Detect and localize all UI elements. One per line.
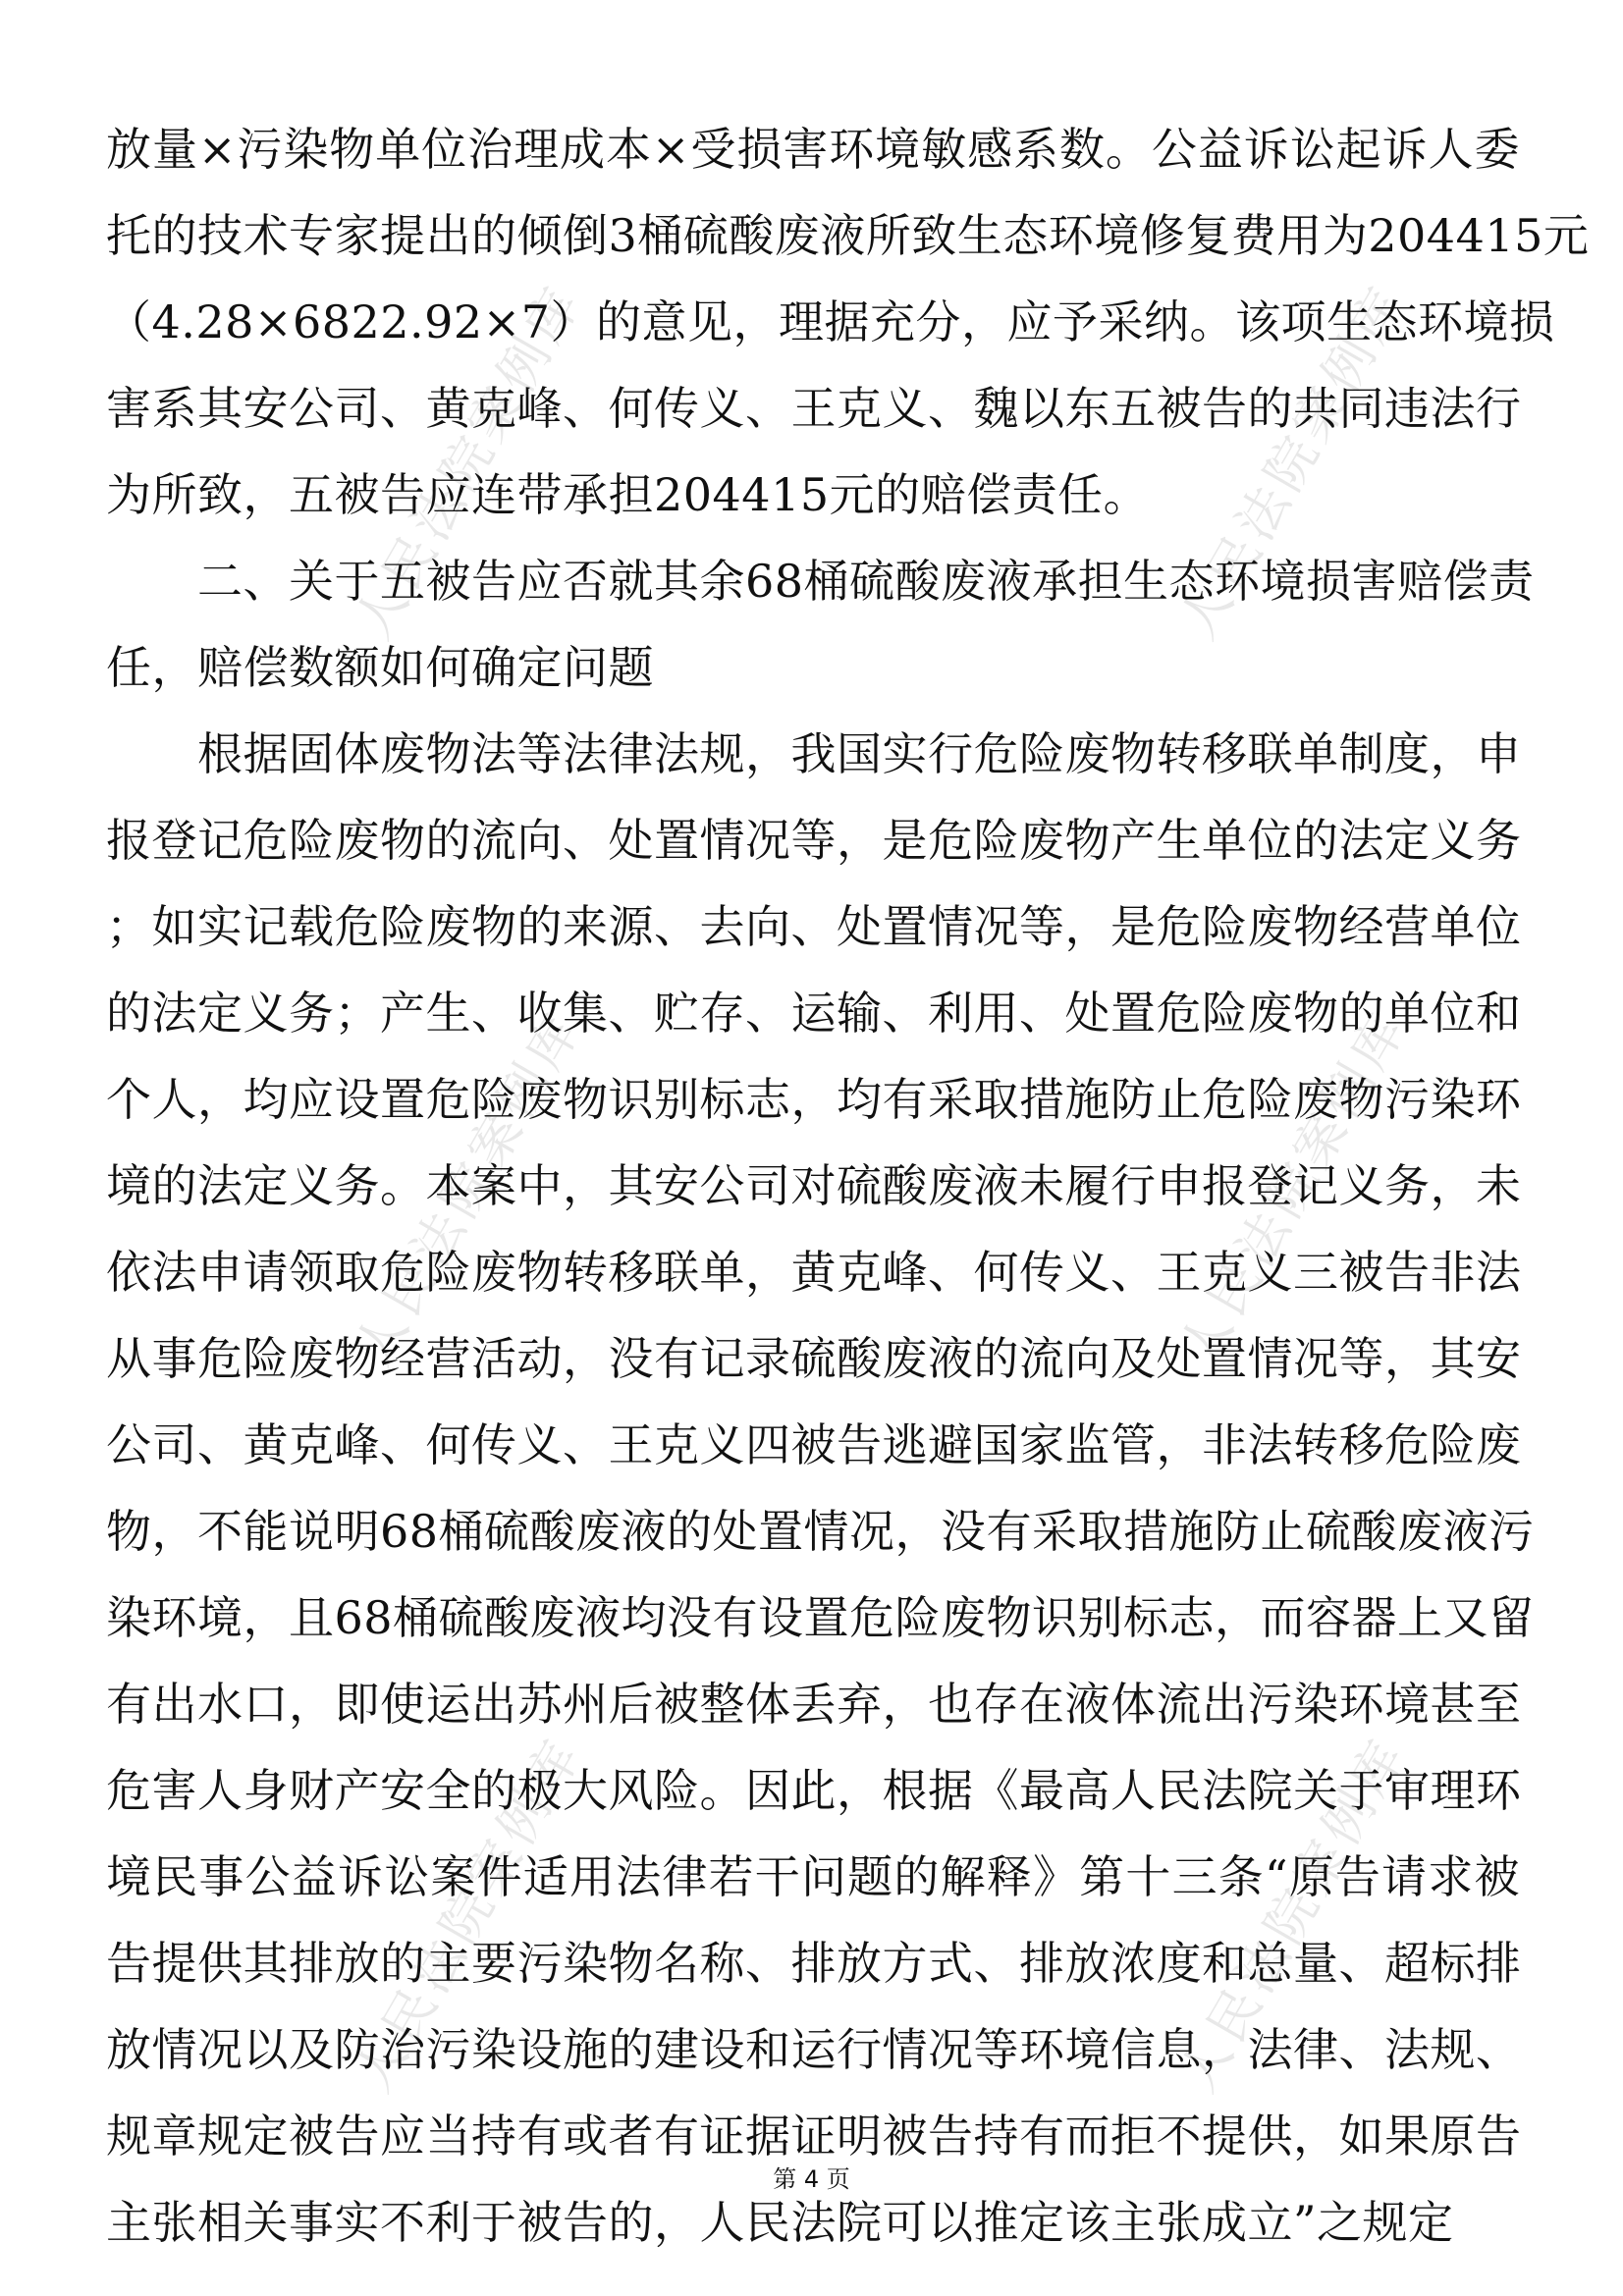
page-number: 第 4 页 xyxy=(773,2165,850,2193)
text-line: 依法申请领取危险废物转移联单，黄克峰、何传义、王克义三被告非法 xyxy=(106,1246,1522,1299)
text-line: 从事危险废物经营活动，没有记录硫酸废液的流向及处置情况等，其安 xyxy=(106,1332,1522,1385)
text-line: 主张相关事实不利于被告的，人民法院可以推定该主张成立”之规定 xyxy=(106,2196,1454,2249)
text-line: 害系其安公司、黄克峰、何传义、王克义、魏以东五被告的共同违法行 xyxy=(106,382,1522,435)
text-line: 个人，均应设置危险废物识别标志，均有采取措施防止危险废物污染环 xyxy=(106,1073,1522,1126)
text-line: 规章规定被告应当持有或者有证据证明被告持有而拒不提供，如果原告 xyxy=(106,2109,1522,2163)
text-line: 放量×污染物单位治理成本×受损害环境敏感系数。公益诉讼起诉人委 xyxy=(106,123,1520,176)
text-line: ；如实记载危险废物的来源、去向、处置情况等，是危险废物经营单位 xyxy=(106,900,1522,953)
watermark: 人民法院案例库 xyxy=(344,1000,595,1376)
text-line: （4.28×6822.92×7）的意见，理据充分，应予采纳。该项生态环境损 xyxy=(106,295,1555,348)
text-line: 境的法定义务。本案中，其安公司对硫酸废液未履行申报登记义务，未 xyxy=(106,1159,1522,1212)
text-line: 危害人身财产安全的极大风险。因此，根据《最高人民法院关于审理环 xyxy=(106,1764,1522,1817)
text-line: 为所致，五被告应连带承担204415元的赔偿责任。 xyxy=(106,468,1150,521)
text-line: 物，不能说明68桶硫酸废液的处置情况，没有采取措施防止硫酸废液污 xyxy=(106,1505,1535,1558)
body-text xyxy=(106,106,1590,2266)
watermark: 人民法院案例库 xyxy=(1168,274,1420,650)
watermark: 人民法院案例库 xyxy=(344,1727,595,2103)
text-line: 根据固体废物法等法律法规，我国实行危险废物转移联单制度，申 xyxy=(106,727,1522,780)
text-line: 染环境，且68桶硫酸废液均没有设置危险废物识别标志，而容器上又留 xyxy=(106,1591,1535,1644)
text-line: 报登记危险废物的流向、处置情况等，是危险废物产生单位的法定义务 xyxy=(106,814,1522,867)
text-line: 放情况以及防治污染设施的建设和运行情况等环境信息，法律、法规、 xyxy=(106,2023,1522,2076)
text-line: 任，赔偿数额如何确定问题 xyxy=(106,641,654,694)
watermark: 人民法院案例库 xyxy=(1168,1000,1420,1376)
text-line: 的法定义务；产生、收集、贮存、运输、利用、处置危险废物的单位和 xyxy=(106,987,1522,1040)
text-line: 二、关于五被告应否就其余68桶硫酸废液承担生态环境损害赔偿责 xyxy=(106,555,1535,608)
text-line: 告提供其排放的主要污染物名称、排放方式、排放浓度和总量、超标排 xyxy=(106,1937,1522,1990)
watermark: 人民法院案例库 xyxy=(1168,1727,1420,2103)
text-line: 境民事公益诉讼案件适用法律若干问题的解释》第十三条“原告请求被 xyxy=(106,1850,1520,1903)
text-line: 公司、黄克峰、何传义、王克义四被告逃避国家监管，非法转移危险废 xyxy=(106,1418,1522,1471)
text-line: 托的技术专家提出的倾倒3桶硫酸废液所致生态环境修复费用为204415元 xyxy=(106,209,1590,262)
text-line: 有出水口，即使运出苏州后被整体丢弃，也存在液体流出污染环境甚至 xyxy=(106,1678,1522,1731)
watermark: 人民法院案例库 xyxy=(344,274,595,650)
